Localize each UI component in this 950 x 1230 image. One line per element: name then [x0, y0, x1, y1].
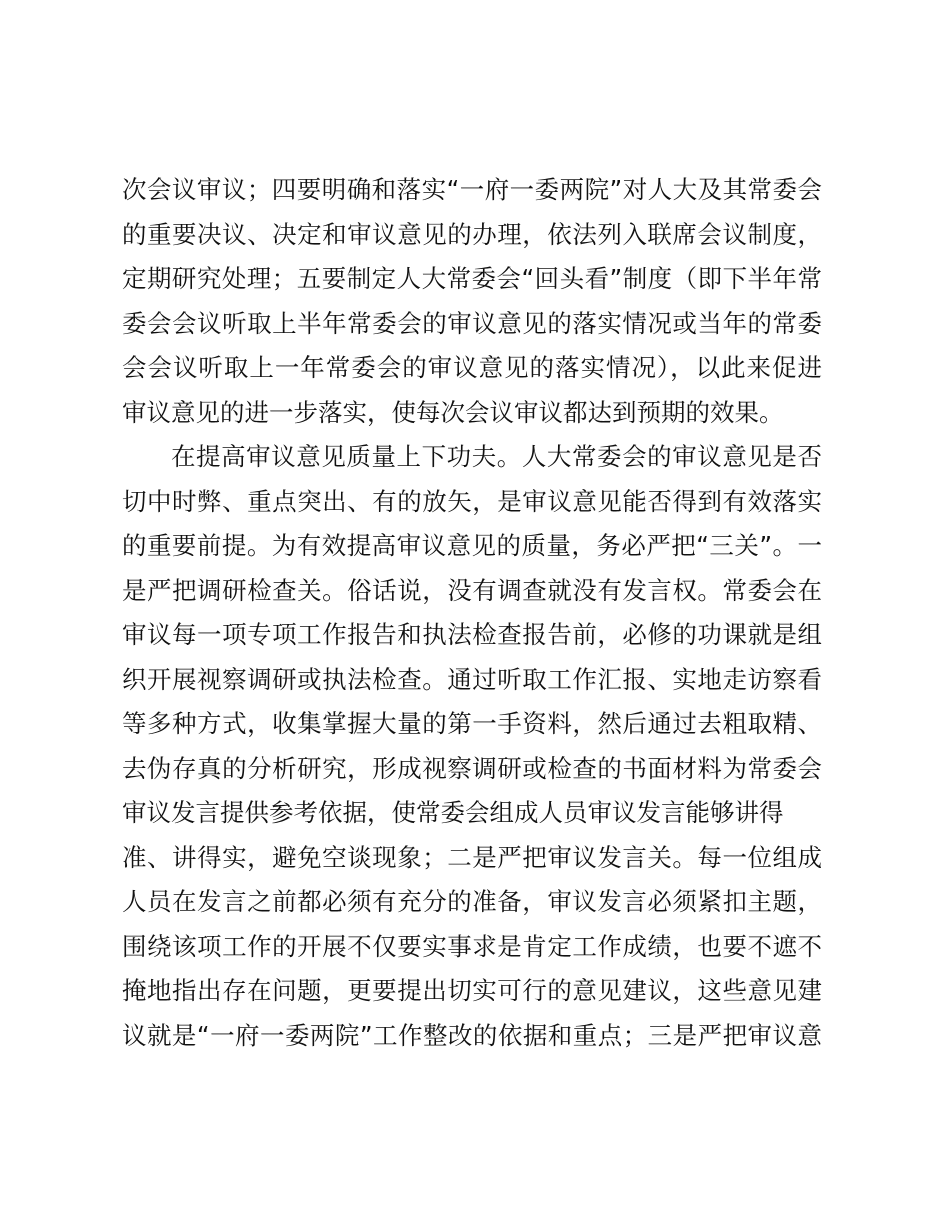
text-line: 等多种方式，收集掌握大量的第一手资料，然后通过去粗取精、: [122, 709, 822, 738]
text-line: 准、讲得实，避免空谈现象；二是严把审议发言关。每一位组成: [122, 842, 822, 872]
text-line: 会会议听取上一年常委会的审议意见的落实情况），以此来促进: [122, 353, 822, 382]
text-line: 议就是“一府一委两院”工作整改的依据和重点；三是严把审议意: [122, 1020, 822, 1050]
body-text: [122, 168, 822, 1058]
text-line: 掩地指出存在问题，更要提出切实可行的意见建议，这些意见建: [122, 976, 822, 1005]
text-line: 审议每一项专项工作报告和执法检查报告前，必修的功课就是组: [122, 620, 822, 649]
text-line: 次会议审议；四要明确和落实“一府一委两院”对人大及其常委会: [122, 175, 822, 204]
text-line: 去伪存真的分析研究，形成视察调研或检查的书面材料为常委会: [122, 753, 822, 783]
text-line: 的重要前提。为有效提高审议意见的质量，务必严把“三关”。一: [122, 531, 822, 560]
text-line: 人员在发言之前都必须有充分的准备，审议发言必须紧扣主题，: [122, 887, 822, 916]
paragraph-first-line: 在提高审议意见质量上下功夫。人大常委会的审议意见是否: [171, 442, 822, 471]
text-line: 审议发言提供参考依据，使常委会组成人员审议发言能够讲得: [122, 798, 784, 827]
text-line: 围绕该项工作的开展不仅要实事求是肯定工作成绩，也要不遮不: [122, 931, 822, 961]
text-line: 织开展视察调研或执法检查。通过听取工作汇报、实地走访察看: [122, 664, 822, 694]
text-line: 委会会议听取上半年常委会的审议意见的落实情况或当年的常委: [122, 308, 822, 338]
text-line: 切中时弊、重点突出、有的放矢，是审议意见能否得到有效落实: [122, 486, 822, 516]
text-line: 审议意见的进一步落实，使每次会议审议都达到预期的效果。: [122, 397, 784, 427]
text-line: 的重要决议、决定和审议意见的办理，依法列入联席会议制度，: [122, 219, 822, 249]
text-line: 是严把调研检查关。俗话说，没有调查就没有发言权。常委会在: [122, 575, 822, 605]
text-line: 定期研究处理；五要制定人大常委会“回头看”制度（即下半年常: [122, 264, 822, 293]
